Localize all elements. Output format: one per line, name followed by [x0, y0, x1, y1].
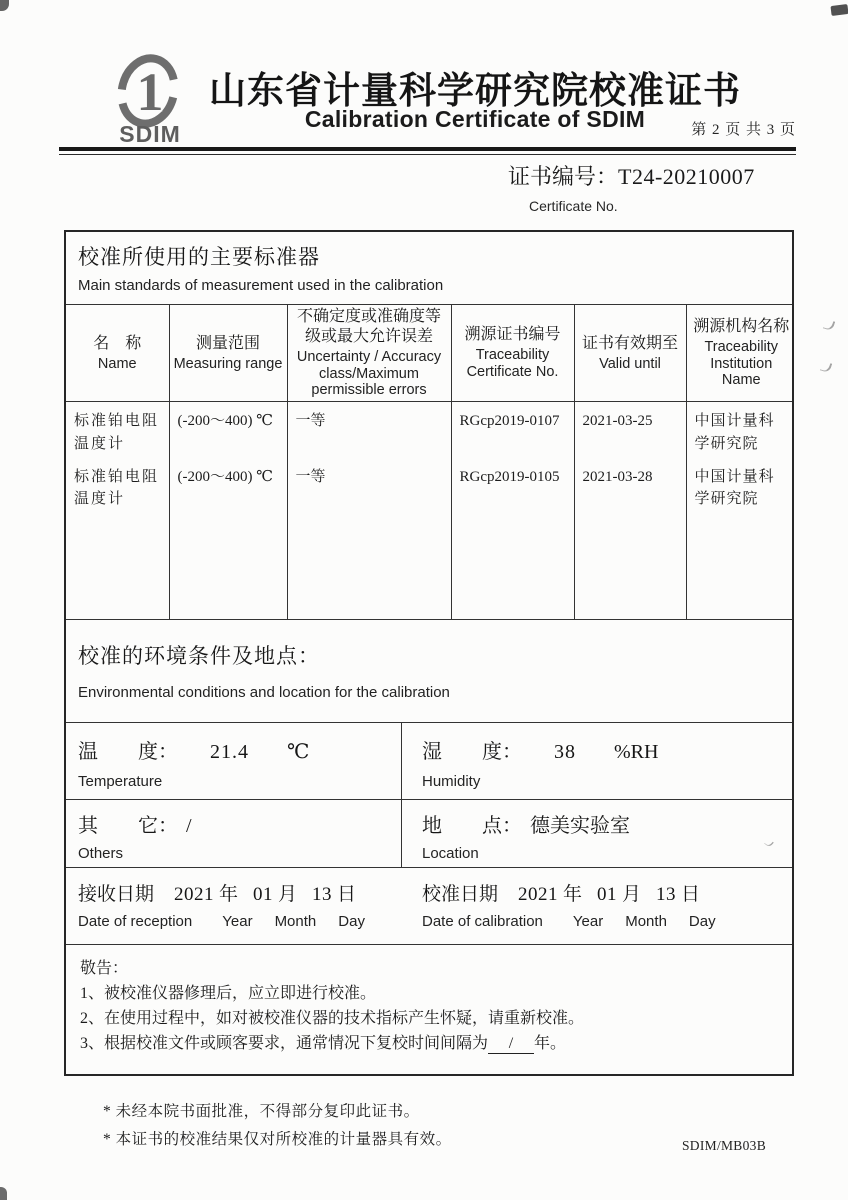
empty-cell — [287, 514, 451, 619]
calibration-date-cell — [402, 868, 792, 944]
day-char: 日 — [337, 884, 357, 905]
page-number: 第 2 页 共 3 页 — [691, 122, 796, 138]
standard-range: (-200～400) ℃ — [169, 458, 287, 514]
scan-artifact-mark — [823, 319, 836, 332]
notice-blank-value: / — [488, 1034, 534, 1054]
standard-class: 一等 — [287, 402, 451, 458]
standard-institution: 中国计量科学研究院 — [694, 413, 775, 452]
empty-cell — [451, 514, 574, 619]
temperature-caption: Temperature — [78, 773, 163, 790]
empty-cell — [66, 514, 169, 619]
svg-text:1: 1 — [136, 62, 164, 122]
calibration-year: 2021 — [518, 884, 559, 905]
calibration-date-caption — [422, 913, 792, 930]
empty-cell — [169, 514, 287, 619]
scan-artifact-corner — [830, 4, 848, 16]
footnotes — [103, 1098, 452, 1154]
location-caption: Location — [422, 845, 479, 862]
standards-row — [66, 402, 792, 458]
calibration-month: 01 — [597, 884, 618, 905]
month-char: 月 — [278, 884, 298, 905]
temp-humidity-row — [66, 723, 792, 800]
calibration-date-label: 校准日期 — [422, 884, 499, 905]
col-header-name — [66, 305, 169, 402]
others-line — [78, 809, 401, 838]
notice-item — [80, 1031, 778, 1056]
environment-title-zh: 校准的环境条件及地点： — [78, 645, 320, 668]
standards-filler-row — [66, 514, 792, 619]
environment-section-header — [66, 620, 792, 723]
col-header-zh: 证书有效期至 — [581, 334, 678, 352]
notice-title: 敬告： — [80, 960, 129, 977]
certificate-number-caption: Certificate No. — [529, 198, 618, 214]
col-header-en: Valid until — [599, 355, 661, 372]
certificate-title-en: Calibration Certificate of SDIM — [304, 106, 646, 132]
standard-valid-until: 2021-03-28 — [574, 458, 686, 514]
standard-cert-no: RGcp2019-0105 — [451, 458, 574, 514]
reception-year: 2021 — [174, 884, 215, 905]
year-char: 年 — [219, 884, 239, 905]
humidity-value: 38 — [554, 741, 576, 763]
footnote: * 本证书的校准结果仅对所校准的计量器具有效。 — [103, 1131, 452, 1148]
humidity-line — [422, 735, 792, 764]
col-header-zh: 不确定度或准确度等级或最大允许误差 — [296, 308, 441, 345]
year-unit: Year — [222, 913, 253, 930]
col-header-zh: 测量范围 — [195, 334, 260, 352]
standard-valid-until: 2021-03-25 — [574, 402, 686, 458]
standard-name: 标准铂电阻温度计 — [66, 458, 169, 514]
humidity-label: 湿 度： — [422, 741, 522, 763]
col-header-traceability-no — [451, 305, 574, 402]
reception-date-cell — [66, 868, 402, 944]
col-header-en: Name — [97, 355, 137, 372]
others-label: 其 它： — [78, 815, 178, 837]
reception-date-label: 接收日期 — [78, 884, 155, 905]
col-header-zh: 名 称 — [93, 334, 142, 352]
reception-month: 01 — [253, 884, 274, 905]
col-header-en: Traceability Certificate No. — [466, 347, 559, 380]
others-location-row — [66, 800, 792, 868]
location-line — [422, 809, 792, 838]
standards-title-en: Main standards of measurement used in the calibration — [78, 277, 444, 294]
main-content-box — [64, 230, 794, 1076]
others-caption: Others — [78, 845, 124, 862]
col-header-zh: 溯源证书编号 — [464, 326, 561, 344]
standards-section-header — [66, 232, 792, 305]
col-header-en: Traceability Institution Name — [704, 339, 779, 389]
standard-name: 标准铂电阻温度计 — [66, 402, 169, 458]
notice-item: 1、被校准仪器修理后，应立即进行校准。 — [80, 985, 377, 1002]
reception-day: 13 — [312, 884, 333, 905]
day-unit: Day — [688, 913, 716, 930]
certificate-title-zh: 山东省计量科学研究院校准证书 — [209, 71, 741, 112]
notice-item-text: 3、根据校准文件或顾客要求，通常情况下复校时间间隔为 — [80, 1035, 489, 1052]
others-value: / — [186, 815, 192, 837]
year-unit: Year — [572, 913, 604, 930]
location-label: 地 点： — [422, 815, 522, 837]
dates-row — [66, 868, 792, 945]
standards-row — [66, 458, 792, 514]
scan-artifact-corner — [0, 0, 9, 11]
logo-ring-icon — [111, 54, 189, 130]
temperature-label: 温 度： — [78, 741, 178, 763]
footnote: * 未经本院书面批准，不得部分复印此证书。 — [103, 1103, 420, 1120]
form-code: SDIM/MB03B — [682, 1138, 767, 1153]
standard-class: 一等 — [287, 458, 451, 514]
temperature-unit: ℃ — [287, 741, 310, 763]
sdim-logo — [94, 54, 206, 154]
temperature-line — [78, 735, 401, 764]
day-char: 日 — [681, 884, 701, 905]
location-value: 德美实验室 — [530, 815, 630, 837]
reception-date-label-en: Date of reception — [78, 913, 193, 930]
standard-institution: 中国计量科学研究院 — [694, 468, 775, 508]
day-unit: Day — [338, 913, 365, 930]
notice-item: 2、在使用过程中，如对被校准仪器的技术指标产生怀疑，请重新校准。 — [80, 1010, 585, 1027]
scan-artifact-mark — [820, 361, 833, 374]
col-header-uncertainty — [287, 305, 451, 402]
empty-cell — [686, 514, 792, 619]
reception-date-caption — [78, 913, 402, 930]
scan-artifact-corner — [0, 1187, 7, 1200]
certificate-number-value: T24-20210007 — [618, 164, 755, 189]
calibration-date-line — [422, 879, 792, 906]
col-header-en: Uncertainty / Accuracy class/Maximum permissible errors — [296, 349, 442, 399]
location-cell — [402, 800, 792, 867]
certificate-number-label: 证书编号： — [508, 164, 619, 189]
humidity-caption: Humidity — [422, 773, 481, 790]
empty-cell — [574, 514, 686, 619]
month-unit: Month — [274, 913, 317, 930]
standard-cert-no: RGcp2019-0107 — [451, 402, 574, 458]
month-unit: Month — [625, 913, 667, 930]
standard-range: (-200～400) ℃ — [169, 402, 287, 458]
environment-title-en: Environmental conditions and location for the calibration — [78, 684, 450, 701]
notice-item-suffix: 年。 — [534, 1035, 567, 1052]
standards-table-section — [66, 305, 792, 620]
standards-header-row — [66, 305, 792, 402]
month-char: 月 — [622, 884, 642, 905]
calibration-day: 13 — [656, 884, 677, 905]
col-header-en: Measuring range — [173, 355, 283, 372]
calibration-date-label-en: Date of calibration — [422, 913, 543, 930]
reception-date-line — [78, 879, 402, 906]
logo-text: SDIM — [119, 121, 181, 147]
col-header-zh: 溯源机构名称 — [693, 318, 790, 335]
col-header-institution — [686, 305, 792, 402]
year-char: 年 — [563, 884, 583, 905]
humidity-unit: %RH — [614, 741, 659, 763]
temperature-cell — [66, 723, 402, 799]
header-rule — [59, 147, 796, 155]
notice-section — [66, 945, 792, 1074]
standards-title-zh: 校准所使用的主要标准器 — [78, 246, 320, 269]
temperature-value: 21.4 — [210, 741, 249, 763]
col-header-valid-until — [574, 305, 686, 402]
humidity-cell — [402, 723, 792, 799]
others-cell — [66, 800, 402, 867]
standards-table — [66, 305, 792, 619]
col-header-range — [169, 305, 287, 402]
certificate-number-line — [508, 160, 755, 191]
